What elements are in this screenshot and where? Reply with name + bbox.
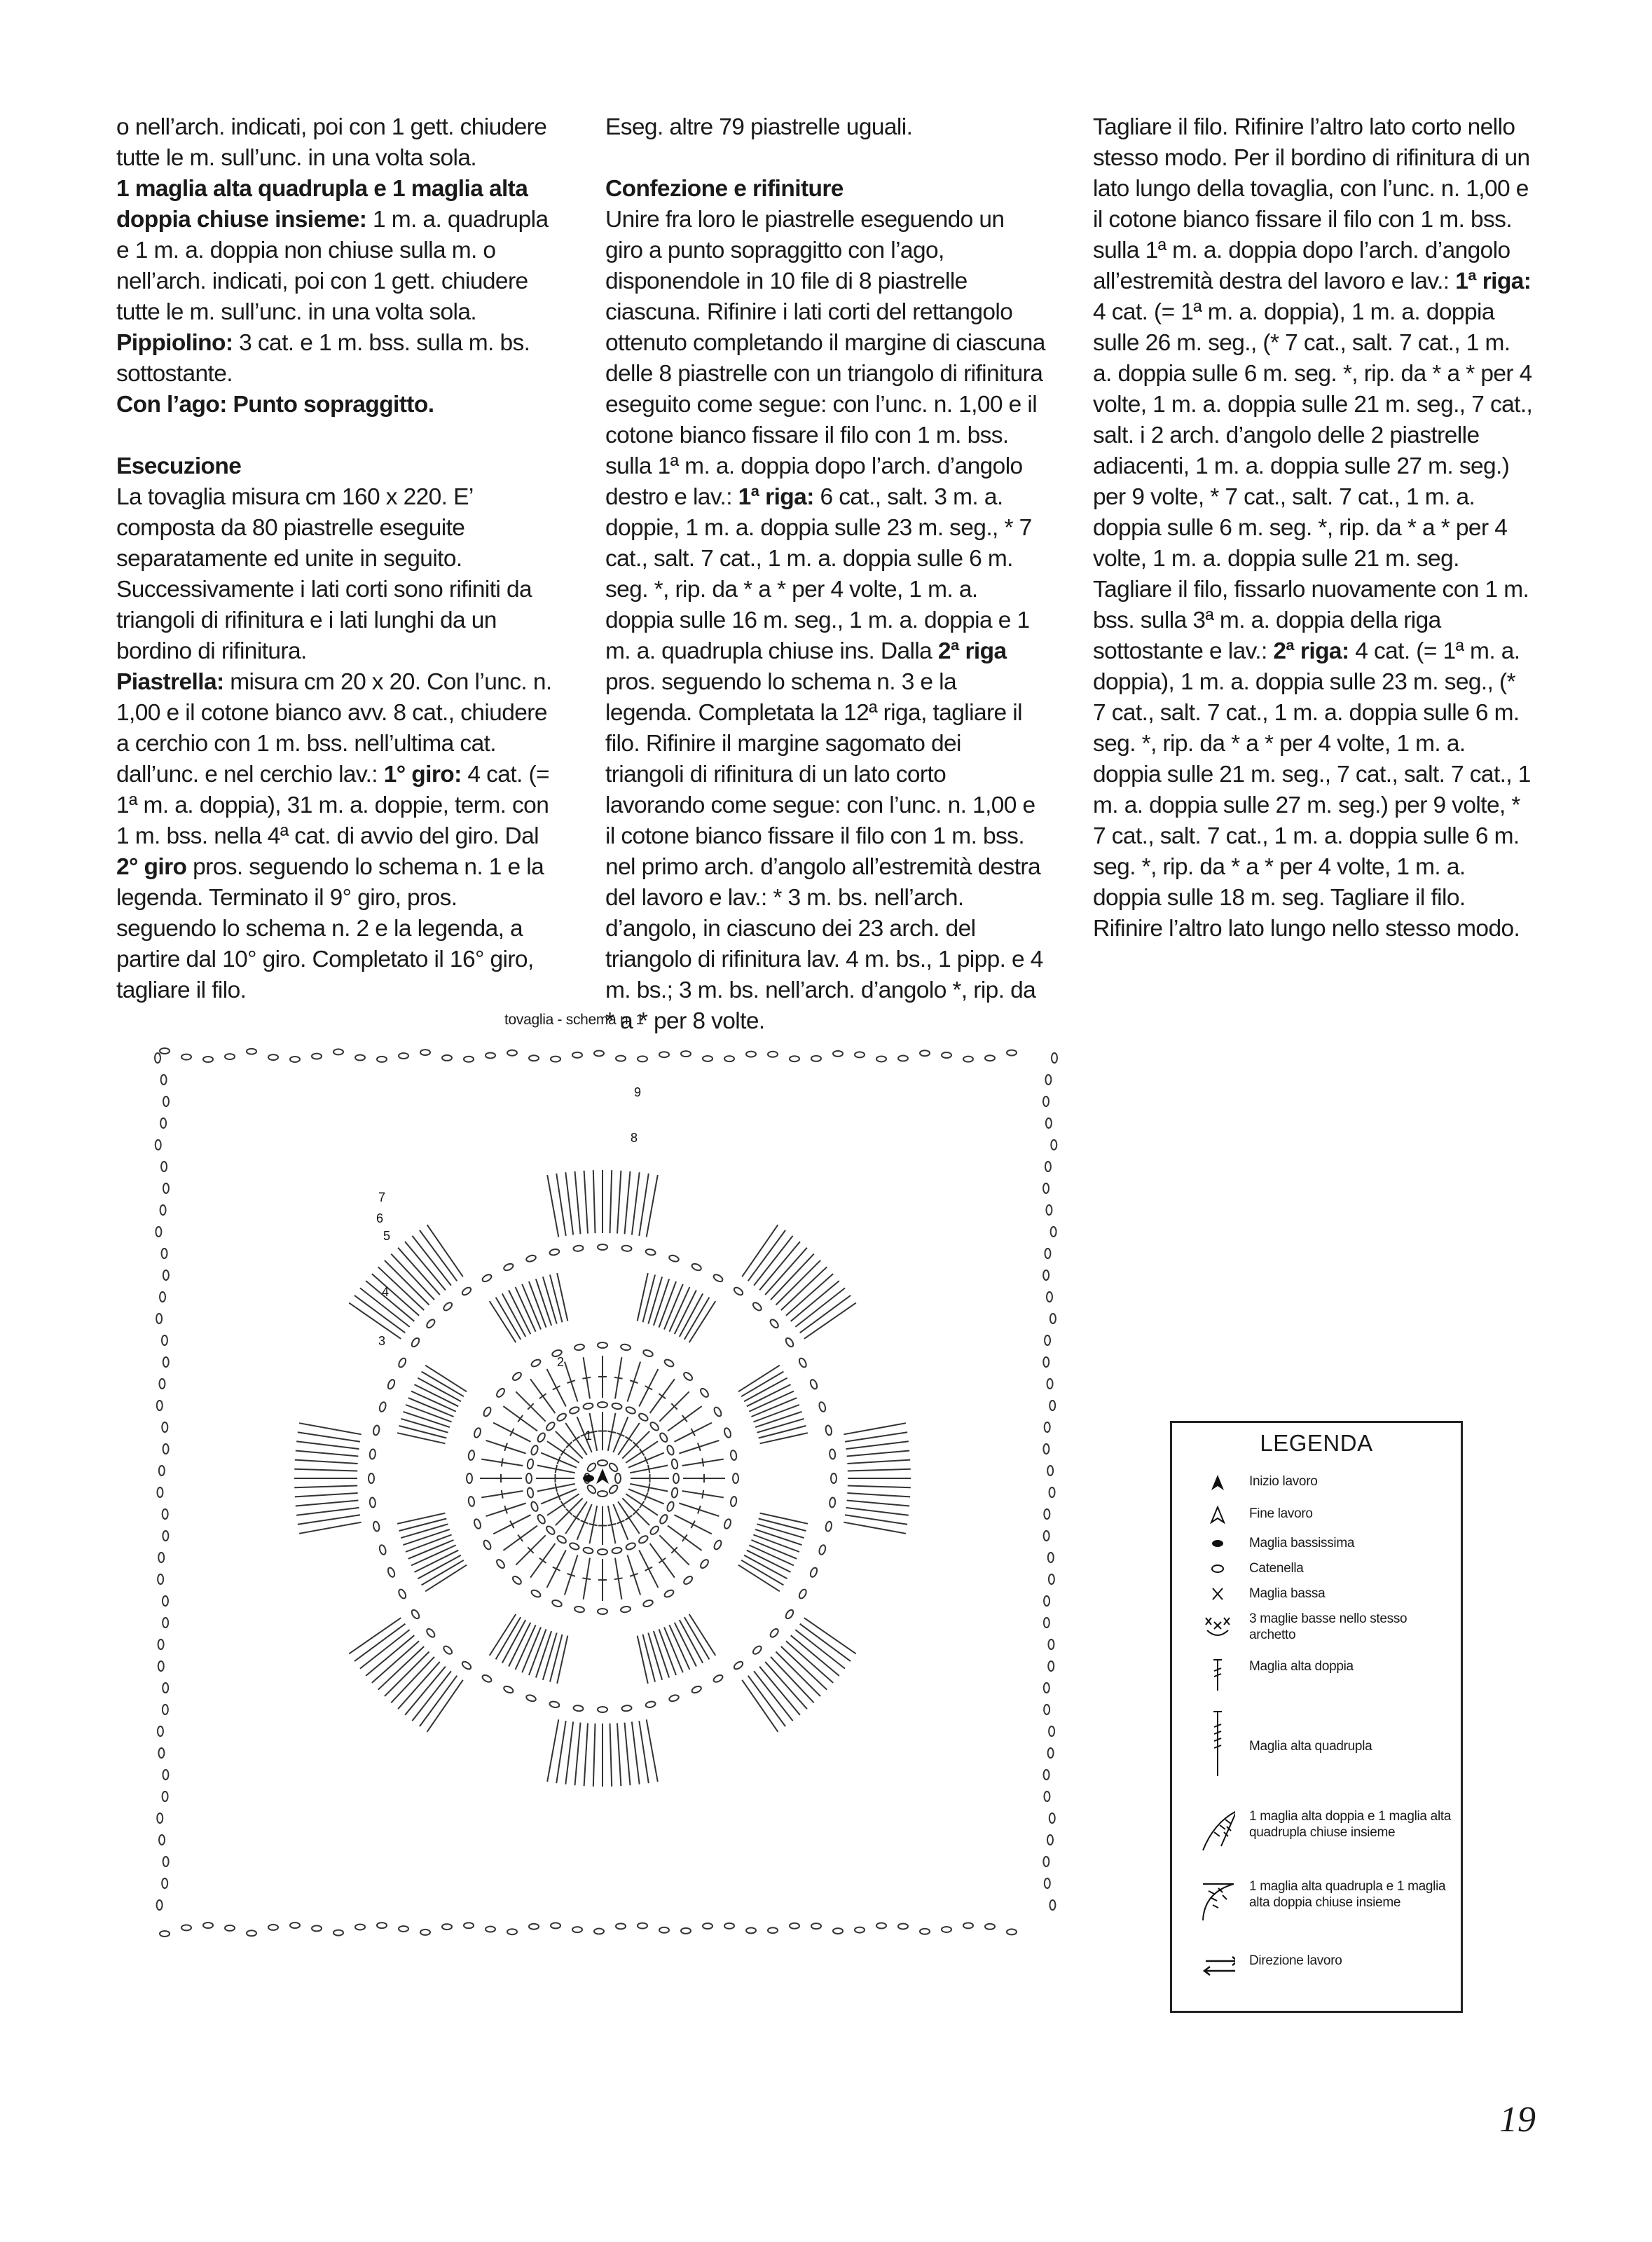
direction-icon (1200, 1953, 1235, 1978)
text-column-1 (116, 112, 556, 1006)
paragraph: Unire fra loro le piastrelle eseguendo un giro a punto sopraggitto con l’ago, disponendole in 10 file di 8 piastrelle ciascuna. Rifinire i lati corti del rettangolo ottenuto completando il margine di ciascuna delle 8 piastrelle con un triangolo di rifinitura eseguito come segue: con l’unc. n. 1,00 e il cotone bianco fissare il filo con 1 m. bss. sulla 1ª m. a. doppia dopo l’arch. d’angolo destro e lav.: 1ª riga: 6 cat., salt. 3 m. a. doppie, 1 m. a. doppia sulle 23 m. seg., * 7 cat., salt. 7 cat., 1 m. a. doppia sulle 6 m. seg. *, rip. da * a * per 4 volte, 1 m. a. doppia sulle 16 m. seg., 1 m. a. doppia e 1 m. a. quadrupla chiuse ins. Dalla 2ª riga pros. seguendo lo schema n. 3 e la legenda. Completata la 12ª riga, tagliare il filo. Rifinire il margine sagomato dei triangoli di rifinitura di un lato corto lavorando come segue: con l’unc. n. 1,00 e il cotone bianco fissare il filo con 1 m. bss. nel primo arch. d’angolo all’estremità destra del lavoro e lav.: * 3 m. bs. nell’arch. d’angolo, in ciascuno dei 23 arch. del triangolo di rifinitura lav. 4 m. bs., 1 pipp. e 4 m. bs.; 3 m. bs. nell’arch. d’angolo *, rip. da * a * per 8 volte. (605, 207, 1045, 1034)
legend-box: LEGENDA Inizio lavoro Fine lavoro Maglia bassissima Catenella Maglia bassa 3 maglie basse nello stesso archetto Maglia alta doppia Maglia alta quadrupla 1 maglia alta doppia e 1 maglia alta quadrupla chiuse insieme 1 maglia alta quadrupla e 1 maglia alta doppia chiuse insieme Direzione lavoro (1170, 1421, 1463, 2013)
round-label: 2 (557, 1355, 565, 1369)
paragraph: 1 maglia alta quadrupla e 1 maglia alta doppia chiuse insieme: 1 m. a. quadrupla e 1 m. a. doppia non chiuse sulla m. o nell’arch. indicati, poi con 1 gett. chiudere tutte le m. sull’unc. in una volta sola. (116, 176, 549, 325)
crochet-diagram (137, 1030, 1075, 1955)
round-label: 7 (378, 1190, 386, 1204)
start-arrow-icon (1200, 1473, 1235, 1492)
diagram-caption: tovaglia - schema n. 1 (504, 1012, 644, 1028)
single-crochet-icon (1200, 1586, 1235, 1602)
round-label: 4 (382, 1285, 390, 1299)
text-column-2 (605, 112, 1045, 1037)
quadruple-treble-icon (1200, 1710, 1235, 1777)
section-heading: Confezione e rifiniture (605, 176, 844, 202)
round-label: 3 (378, 1334, 386, 1348)
round-label: 9 (634, 1085, 642, 1099)
page-number: 19 (1499, 2100, 1536, 2140)
dtr-qtr-together-icon (1200, 1808, 1235, 1853)
end-arrow-icon (1200, 1506, 1235, 1524)
double-treble-icon (1200, 1658, 1235, 1692)
qtr-dtr-together-icon (1200, 1878, 1235, 1923)
paragraph: La tovaglia misura cm 160 x 220. E’ composta da 80 piastrelle eseguite separatamente ed unite in seguito. Successivamente i lati corti sono rifiniti da triangoli di rifinitura e i lati lunghi da un bordino di rifinitura. (116, 484, 532, 664)
three-sc-icon (1200, 1611, 1235, 1642)
paragraph: Tagliare il filo. Rifinire l’altro lato corto nello stesso modo. Per il bordino di rifinitura di un lato lungo della tovaglia, con l’unc. n. 1,00 e il cotone bianco fissare il filo con 1 m. bss. sulla 1ª m. a. doppia dopo l’arch. d’angolo all’estremità destra del lavoro e lav.: 1ª riga: 4 cat. (= 1ª m. a. doppia), 1 m. a. doppia sulle 26 m. seg., (* 7 cat., salt. 7 cat., 1 m. a. doppia sulle 6 m. seg. *, rip. da * a * per 4 volte, 1 m. a. doppia sulle 21 m. seg., 7 cat., salt. i 2 arch. d’angolo delle 2 piastrelle adiacenti, 1 m. a. doppia sulle 27 m. seg.) per 9 volte, * 7 cat., salt. 7 cat., 1 m. a. doppia sulle 6 m. seg. *, rip. da * a * per 4 volte, 1 m. a. doppia sulle 21 m. seg. Tagliare il filo, fissarlo nuovamente con 1 m. bss. sulla 3ª m. a. doppia della riga sottostante e lav.: 2ª riga: 4 cat. (= 1ª m. a. doppia), 1 m. a. doppia sulle 23 m. seg., (* 7 cat., salt. 7 cat., 1 m. a. doppia sulle 6 m. seg. *, rip. da * a * per 4 volte, 1 m. a. doppia sulle 21 m. seg., 7 cat., salt. 7 cat., 1 m. a. doppia sulle 27 m. seg.) per 9 volte, * 7 cat., salt. 7 cat., 1 m. a. doppia sulle 6 m. seg. *, rip. da * a * per 4 volte, 1 m. a. doppia sulle 18 m. seg. Tagliare il filo. Rifinire l’altro lato lungo nello stesso modo. (1093, 114, 1533, 942)
text-column-3 (1093, 112, 1533, 944)
paragraph: Eseg. altre 79 piastrelle uguali. (605, 114, 913, 140)
slip-stitch-icon (1200, 1535, 1235, 1552)
round-label: 5 (383, 1229, 391, 1243)
paragraph: Pippiolino: 3 cat. e 1 m. bss. sulla m. bs. sottostante. (116, 330, 530, 387)
section-heading: Esecuzione (116, 453, 242, 479)
paragraph: Piastrella: misura cm 20 x 20. Con l’unc. n. 1,00 e il cotone bianco avv. 8 cat., chiudere a cerchio con 1 m. bss. nell’ultima cat. dall’unc. e nel cerchio lav.: 1° giro: 4 cat. (= 1ª m. a. doppia), 31 m. a. doppie, term. con 1 m. bss. nella 4ª cat. di avvio del giro. Dal 2° giro pros. seguendo lo schema n. 1 e la legenda. Terminato il 9° giro, pros. seguendo lo schema n. 2 e la legenda, a partire dal 10° giro. Completato il 16° giro, tagliare il filo. (116, 669, 552, 1003)
paragraph: o nell’arch. indicati, poi con 1 gett. chiudere tutte le m. sull’unc. in una volta sola. (116, 114, 547, 171)
round-label: 6 (376, 1211, 384, 1225)
round-label: 1 (585, 1429, 593, 1443)
legend-title: LEGENDA (1260, 1430, 1373, 1456)
round-label: 8 (631, 1131, 638, 1145)
chain-icon (1200, 1560, 1235, 1577)
paragraph: Con l’ago: Punto sopraggitto. (116, 392, 434, 418)
